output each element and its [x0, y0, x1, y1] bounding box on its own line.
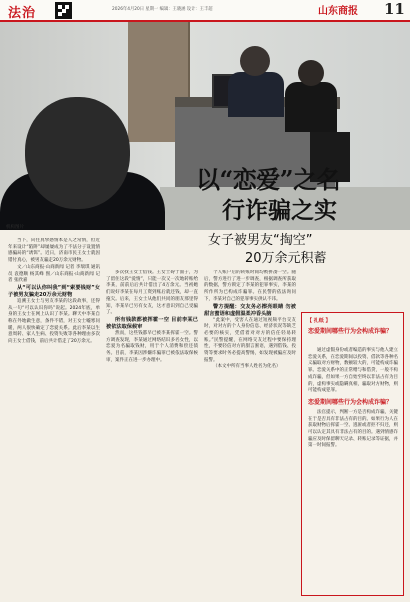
article-footnote: （本文中所有当事人姓名为化名） [213, 364, 281, 370]
news-photo [0, 22, 410, 230]
sidebar-text-2: 法官提示，判断一方是否构成诈骗，关键在于是否具有非法占有的目的。如果行为人在获取财物后挥霍一空、逃匿或者拒不归还，则可以认定其具有非法占有的目的。遇到情感诈骗应及时保留聊天记录、转账记录等证据，并第一时间报警。 [308, 409, 398, 449]
photo-caption: 机构图片 [6, 225, 24, 230]
subhead-3: 警方提醒：交友务必擦亮眼睛 勿被甜言蜜语和虚假温柔冲昏头脑 [204, 303, 296, 317]
article-byline: 文／山东商报·山商新闻 记者 李瑞琪 通讯员 袁德顺 杨其峰 图／山东商报·山商新闻 记者 张欣嘉 [8, 264, 100, 284]
sidebar-box [301, 312, 404, 596]
sidebar-title-2: 恋爱期间哪些行为会构成诈骗？ [308, 398, 393, 406]
deck-line1: 女子被男友“掏空” [208, 233, 313, 248]
section-name: 法治 [8, 6, 37, 21]
sidebar-title-1: 恋爱期间哪些行为会构成诈骗？ [308, 328, 393, 335]
subhead-2: 所有钱款都被挥霍一空 目前李某已被依法取保候审 [106, 316, 198, 330]
article-intro: 当下，向往真挚感情本是人之常情，但近年来设计“陷阱”却屡屡成为了不法分子设置情感骗局的“诱饵”。近日，济南市民王女士就因错付真心，被男友骗走20万余元财物。 [8, 238, 100, 264]
header-meta: 2026年4月20日 星期一 编辑：王晓涵 设计：王丰超 [112, 7, 213, 12]
article-column-3 [204, 270, 296, 598]
photo-suspect-head [25, 97, 130, 209]
deck-line2: 20万余元积蓄 [245, 251, 327, 266]
article-column-2 [106, 270, 198, 598]
photo-officer-head [240, 46, 270, 76]
sidebar-body [308, 348, 398, 450]
sidebar-text-1: 通过虚假身份或者编造的事实与他人建立恋爱关系，在恋爱期间以投资、借款等各种名义骗取对方财物，数额较大的，可能构成诈骗罪。恋爱关系中的正常赠与和借贷，一般不构成诈骗，但如果一方自始至终以非法占有为目的，虚构事实或隐瞒真相，骗取对方财物，则可能构成犯罪。 [308, 348, 398, 394]
article-body-3b: “此案中，受害人在通过短视频平台交友时，对对方的个人身份信息、经济状况等缺乏必要的核实，凭借着对对方的信任轻易转账。”民警提醒，在网络交友过程中要保持理性，不要轻信对方的甜言蜜语，遇到借钱、投资等要求时务必提高警惕，如发现被骗应及时报警。 [204, 317, 296, 363]
photo-officer-body [228, 72, 284, 117]
page-header [0, 0, 410, 22]
headline-line2: 行诈骗之实 [222, 197, 337, 224]
article-body-2b: 然而，这些钱都早已被李某挥霍一空。警方调查发现，李某通过网络结识多名女性，以恋爱为名骗取钱财，用于个人消费和偿还债务。目前，李某因涉嫌诈骗罪已被依法取保候审，案件正在进一步办理中。 [106, 330, 198, 363]
qr-code-icon [55, 2, 72, 19]
sidebar-tag: 【 扎纸 】 [307, 318, 331, 324]
page-number: 11 [384, 0, 405, 18]
article-body-1: 追溯王女士与男友李某的这段故事，还得从一句“可以认识你吗”说起。2024年底，单身的王女士在网上认识了李某。聊天中李某自称在外地做生意，条件不错，对王女士嘘寒问暖，两人很快确定了恋爱关系。此后李某以生意周转、家人生病、投资失败等各种理由多次向王女士借钱，前后共计借走了20万余元。 [8, 298, 100, 345]
headline-line1: 以“恋爱”之名 [196, 165, 341, 194]
article-body-2: 多次找王女士借钱。王女士碍于面子，为了留住这段“爱情”，只能一次又一次地转账给李某，前前后后共计借出了4万余元。当初她们说好李某在每月工资到账后就还钱，却一直拖欠。后来，王女士从他们共同的朋友那里得知，李某早已另有女友，这才意识到自己受骗了。 [106, 270, 198, 316]
article-body-3: 个人账户后的转账时间均被拼凑一空。随后，警方进行了进一步调查，根据调查所获取的数据，警方锁定了李某的犯罪事实，李某的所作所为已构成诈骗罪。在民警的依法询问下，李某对自己的犯罪事实供认不讳。 [204, 270, 296, 302]
photo-officer2-head [298, 60, 324, 86]
photo-officer2-body [285, 82, 337, 132]
article-column-1 [8, 238, 100, 598]
masthead: 山东商报 [318, 6, 358, 17]
subhead-1: 从“可以认你叫我”到“索要钱财”女子被男友骗走20万余元财物 [8, 284, 100, 298]
